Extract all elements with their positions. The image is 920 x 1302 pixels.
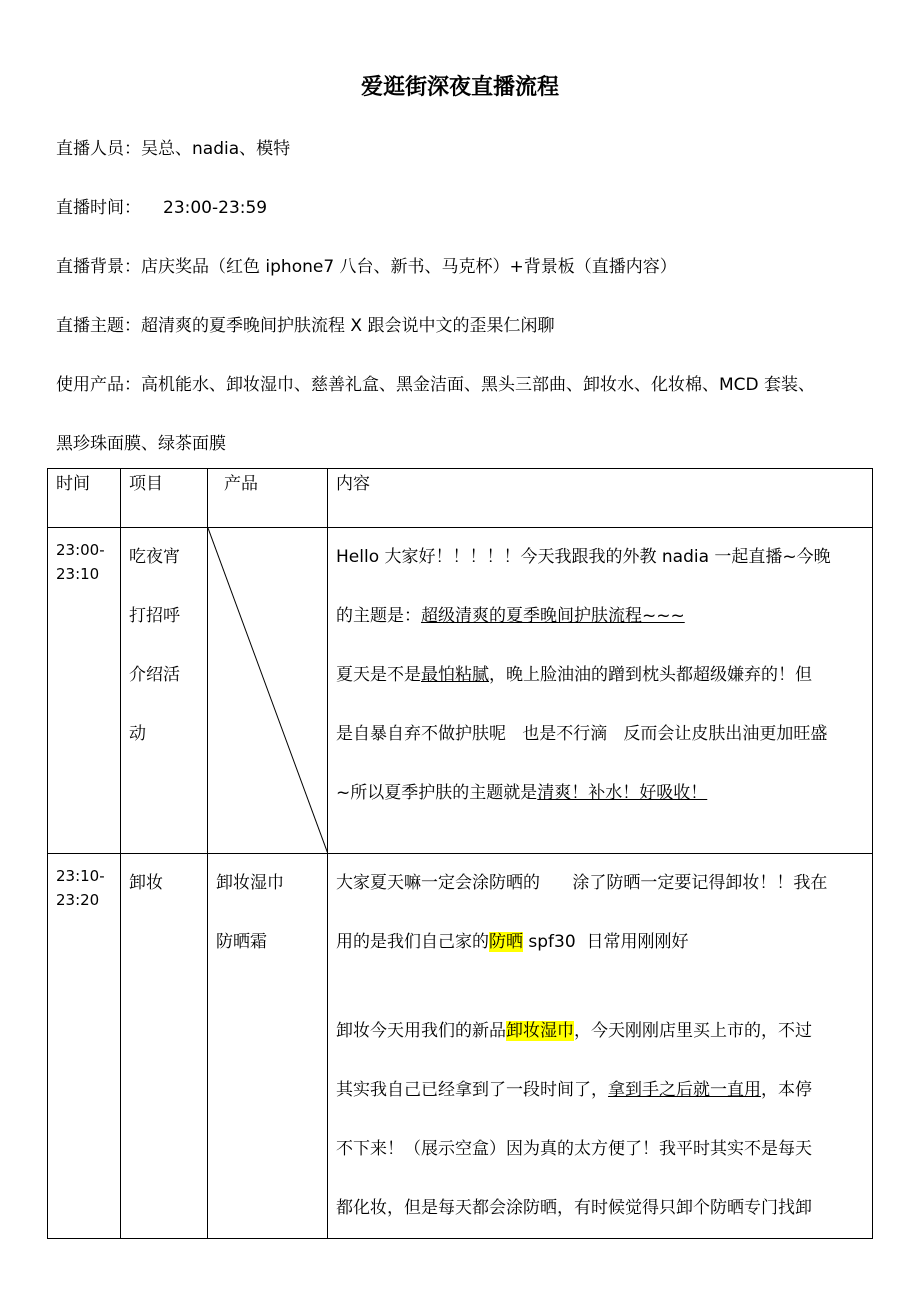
meta-time-label: 直播时间：	[56, 198, 141, 218]
diagonal-slash	[208, 528, 328, 854]
row1-item-line: 动	[129, 724, 146, 744]
row2-content-line: 其实我自己已经拿到了一段时间了，拿到手之后就一直用，本停	[336, 1080, 812, 1100]
row2-content-line: 都化妆，但是每天都会涂防晒，有时候觉得只卸个防晒专门找卸	[336, 1198, 812, 1218]
table-row	[48, 854, 873, 1239]
row1-content	[328, 528, 873, 854]
row1-time	[48, 528, 121, 854]
header-content: 内容	[328, 469, 873, 528]
underlined-text: 拿到手之后就一直用	[608, 1080, 761, 1100]
document-title: 爱逛街深夜直播流程	[360, 75, 559, 100]
row2-content-line: 不下来！（展示空盒）因为真的太方便了！我平时其实不是每天	[336, 1139, 812, 1159]
highlighted-text: 防晒	[489, 932, 523, 952]
row2-content-line: 卸妆今天用我们的新品卸妆湿巾，今天刚刚店里买上市的，不过	[336, 1021, 812, 1041]
row1-time-start: 23:00-	[56, 541, 105, 559]
underlined-text: 超级清爽的夏季晚间护肤流程~~~	[421, 606, 685, 626]
row1-item-line: 吃夜宵	[129, 547, 180, 567]
row2-content-line: 用的是我们自己家的防晒 spf30 日常用刚刚好	[336, 932, 689, 952]
row1-item-line: 介绍活	[129, 665, 180, 685]
row1-content-line: 夏天是不是最怕粘腻，晚上脸油油的蹭到枕头都超级嫌弃的！但	[336, 665, 812, 685]
row1-time-end: 23:10	[56, 565, 100, 583]
row1-item	[121, 528, 208, 854]
meta-products-line1: 使用产品：高机能水、卸妆湿巾、慈善礼盒、黑金洁面、黑头三部曲、卸妆水、化妆棉、MCD 套装、	[56, 375, 816, 395]
row1-product-empty	[208, 528, 328, 854]
paragraph-gap	[336, 972, 872, 1002]
table-row	[48, 528, 873, 854]
row2-content	[328, 854, 873, 1239]
row2-content-line: 大家夏天嘛一定会涂防晒的 涂了防晒一定要记得卸妆！！我在	[336, 873, 828, 893]
row2-time	[48, 854, 121, 1239]
meta-background: 直播背景：店庆奖品（红色 iphone7 八台、新书、马克杯）+背景板（直播内容）	[56, 257, 677, 277]
row2-time-end: 23:20	[56, 891, 100, 909]
row2-item-line: 卸妆	[129, 873, 163, 893]
row2-product-line: 防晒霜	[216, 932, 267, 952]
table-header-row	[48, 469, 873, 528]
header-time: 时间	[48, 469, 121, 528]
flow-table	[47, 468, 873, 1239]
row2-product-line: 卸妆湿巾	[216, 873, 284, 893]
underlined-text: 清爽！补水！好吸收！	[537, 783, 708, 803]
row2-item	[121, 854, 208, 1239]
row1-content-line: 是自暴自弃不做护肤呢 也是不行滴 反而会让皮肤出油更加旺盛	[336, 724, 828, 744]
header-product: 产品	[208, 469, 328, 528]
row2-time-start: 23:10-	[56, 867, 105, 885]
meta-time	[56, 193, 267, 218]
row1-content-line: ~所以夏季护肤的主题就是清爽！补水！好吸收！	[336, 783, 708, 803]
meta-time-value: 23:00-23:59	[163, 198, 268, 218]
row1-content-line: 的主题是：超级清爽的夏季晚间护肤流程~~~	[336, 606, 685, 626]
meta-products-line2: 黑珍珠面膜、绿茶面膜	[56, 434, 226, 454]
row1-content-line: Hello 大家好！！！！！今天我跟我的外教 nadia 一起直播~今晚	[336, 547, 831, 567]
highlighted-text: 卸妆湿巾	[506, 1021, 574, 1041]
row2-product	[208, 854, 328, 1239]
meta-theme: 直播主题：超清爽的夏季晚间护肤流程 X 跟会说中文的歪果仁闲聊	[56, 316, 555, 336]
underlined-text: 最怕粘腻	[421, 665, 489, 685]
header-item: 项目	[121, 469, 208, 528]
meta-people: 直播人员：吴总、nadia、模特	[56, 139, 291, 159]
row1-item-line: 打招呼	[129, 606, 180, 626]
